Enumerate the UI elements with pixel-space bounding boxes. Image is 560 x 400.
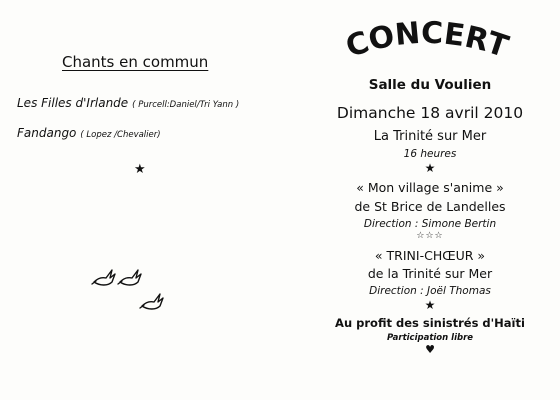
- choir-director: Direction : Simone Bertin: [363, 218, 497, 230]
- choir-place: de la Trinité sur Mer: [367, 266, 493, 281]
- dove-icon: [118, 270, 141, 285]
- left-title: Chants en commun: [62, 53, 209, 71]
- doves-illustration: [90, 260, 170, 320]
- song-item: [17, 96, 239, 110]
- song-credit: ( Purcell:Daniel/Tri Yann ): [132, 100, 240, 110]
- star-icon: ★: [134, 162, 146, 177]
- song-title: Les Filles d'Irlande: [17, 96, 129, 110]
- song-credit: ( Lopez /Chevalier): [80, 130, 161, 140]
- choir-name: « Mon village s'anime »: [356, 180, 504, 195]
- song-title: Fandango: [17, 126, 77, 140]
- dove-icon: [92, 270, 115, 285]
- choir-place: de St Brice de Landelles: [354, 199, 506, 214]
- stars-separator-icon: ☆☆☆: [416, 231, 444, 241]
- star-icon: ★: [424, 161, 436, 175]
- dove-icon: [140, 294, 163, 309]
- star-icon: ★: [424, 298, 436, 312]
- event-town: La Trinité sur Mer: [373, 129, 487, 144]
- venue: Salle du Voulien: [368, 77, 492, 93]
- concert-title: [322, 18, 532, 70]
- event-time: 16 heures: [403, 148, 457, 160]
- choir-director: Direction : Joël Thomas: [369, 285, 491, 297]
- song-item: [17, 126, 161, 140]
- heart-icon: ♥: [425, 343, 435, 356]
- benefit-note: Au profit des sinistrés d'Haïti: [335, 316, 525, 330]
- choir-name: « TRINI-CHŒUR »: [374, 248, 486, 263]
- svg-text:CONCERT: CONCERT: [341, 18, 513, 65]
- participation-note: Participation libre: [386, 333, 474, 343]
- event-date: Dimanche 18 avril 2010: [336, 104, 524, 122]
